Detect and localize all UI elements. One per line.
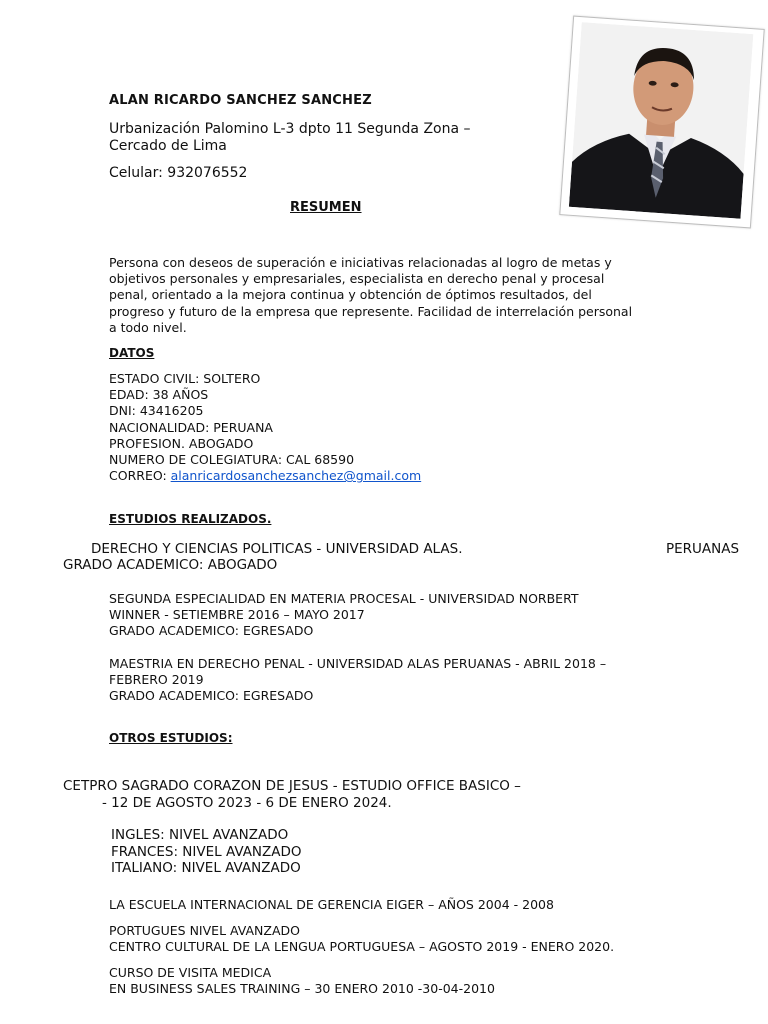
degree-2 bbox=[109, 591, 579, 640]
portugues-line: CENTRO CULTURAL DE LA LENGUA PORTUGUESA – AGOSTO 2019 - ENERO 2020. bbox=[109, 939, 615, 955]
cv-name: ALAN RICARDO SANCHEZ SANCHEZ bbox=[109, 93, 372, 108]
email-row bbox=[109, 468, 421, 484]
resumen-heading: RESUMEN bbox=[290, 200, 362, 215]
datos-item: ESTADO CIVIL: SOLTERO bbox=[109, 371, 261, 386]
resumen-text bbox=[109, 255, 669, 336]
degree-1-grade: GRADO ACADEMICO: ABOGADO bbox=[63, 557, 278, 573]
datos-item: DNI: 43416205 bbox=[109, 403, 204, 419]
languages bbox=[111, 827, 302, 877]
degree-2-line: WINNER - SETIEMBRE 2016 – MAYO 2017 bbox=[109, 607, 365, 623]
profile-photo bbox=[559, 16, 764, 229]
degree-3-line: MAESTRIA EN DERECHO PENAL - UNIVERSIDAD ALAS PERUANAS - ABRIL 2018 – bbox=[109, 656, 607, 671]
resumen-line: progreso y futuro de la empresa que represente. Facilidad de interrelación personal bbox=[109, 303, 633, 319]
portugues bbox=[109, 923, 614, 955]
eiger: LA ESCUELA INTERNACIONAL DE GERENCIA EIGER – AÑOS 2004 - 2008 bbox=[109, 897, 554, 912]
profile-photo-icon bbox=[569, 22, 753, 219]
degree-1-title: DERECHO Y CIENCIAS POLITICAS - UNIVERSIDAD ALAS. bbox=[91, 541, 463, 557]
address-line-2: Cercado de Lima bbox=[109, 138, 227, 154]
address bbox=[109, 121, 471, 155]
otros-heading: OTROS ESTUDIOS: bbox=[109, 731, 233, 745]
datos-item: EDAD: 38 AÑOS bbox=[109, 387, 209, 403]
estudios-heading: ESTUDIOS REALIZADOS. bbox=[109, 512, 272, 526]
visita-line: EN BUSINESS SALES TRAINING – 30 ENERO 2010 -30-04-2010 bbox=[109, 981, 495, 997]
cetpro-line-1: CETPRO SAGRADO CORAZON DE JESUS - ESTUDIO OFFICE BASICO – bbox=[63, 778, 521, 794]
language-item: ITALIANO: NIVEL AVANZADO bbox=[111, 860, 301, 876]
resumen-line: objetivos personales y empresariales, especialista en derecho penal y procesal bbox=[109, 271, 605, 287]
language-item: FRANCES: NIVEL AVANZADO bbox=[111, 843, 302, 860]
datos-list bbox=[109, 371, 421, 484]
resumen-line: Persona con deseos de superación e iniciativas relacionadas al logro de metas y bbox=[109, 255, 612, 270]
degree-2-line: GRADO ACADEMICO: EGRESADO bbox=[109, 623, 314, 639]
degree-1-title-cont: PERUANAS bbox=[666, 541, 740, 557]
cetpro-line-2: - 12 DE AGOSTO 2023 - 6 DE ENERO 2024. bbox=[102, 795, 392, 811]
datos-item: NUMERO DE COLEGIATURA: CAL 68590 bbox=[109, 452, 355, 468]
datos-item: PROFESION. ABOGADO bbox=[109, 435, 254, 451]
datos-heading: DATOS bbox=[109, 346, 155, 360]
email-label: CORREO: bbox=[109, 468, 171, 484]
visita-medica bbox=[109, 965, 495, 997]
phone: Celular: 932076552 bbox=[109, 165, 248, 181]
datos-item: NACIONALIDAD: PERUANA bbox=[109, 419, 273, 435]
portugues-line: PORTUGUES NIVEL AVANZADO bbox=[109, 923, 300, 938]
language-item: INGLES: NIVEL AVANZADO bbox=[111, 827, 289, 843]
degree-2-line: SEGUNDA ESPECIALIDAD EN MATERIA PROCESAL - UNIVERSIDAD NORBERT bbox=[109, 591, 579, 606]
degree-3-line: GRADO ACADEMICO: EGRESADO bbox=[109, 688, 314, 704]
email-link[interactable]: alanricardosanchezsanchez@gmail.com bbox=[170, 468, 422, 484]
visita-line: CURSO DE VISITA MEDICA bbox=[109, 965, 272, 980]
resumen-line: penal, orientado a la mejora continua y obtención de óptimos resultados, del bbox=[109, 287, 592, 303]
degree-3 bbox=[109, 656, 606, 705]
address-line-1: Urbanización Palomino L-3 dpto 11 Segunda Zona – bbox=[109, 121, 471, 137]
degree-3-line: FEBRERO 2019 bbox=[109, 672, 204, 688]
resumen-line: a todo nivel. bbox=[109, 319, 187, 335]
